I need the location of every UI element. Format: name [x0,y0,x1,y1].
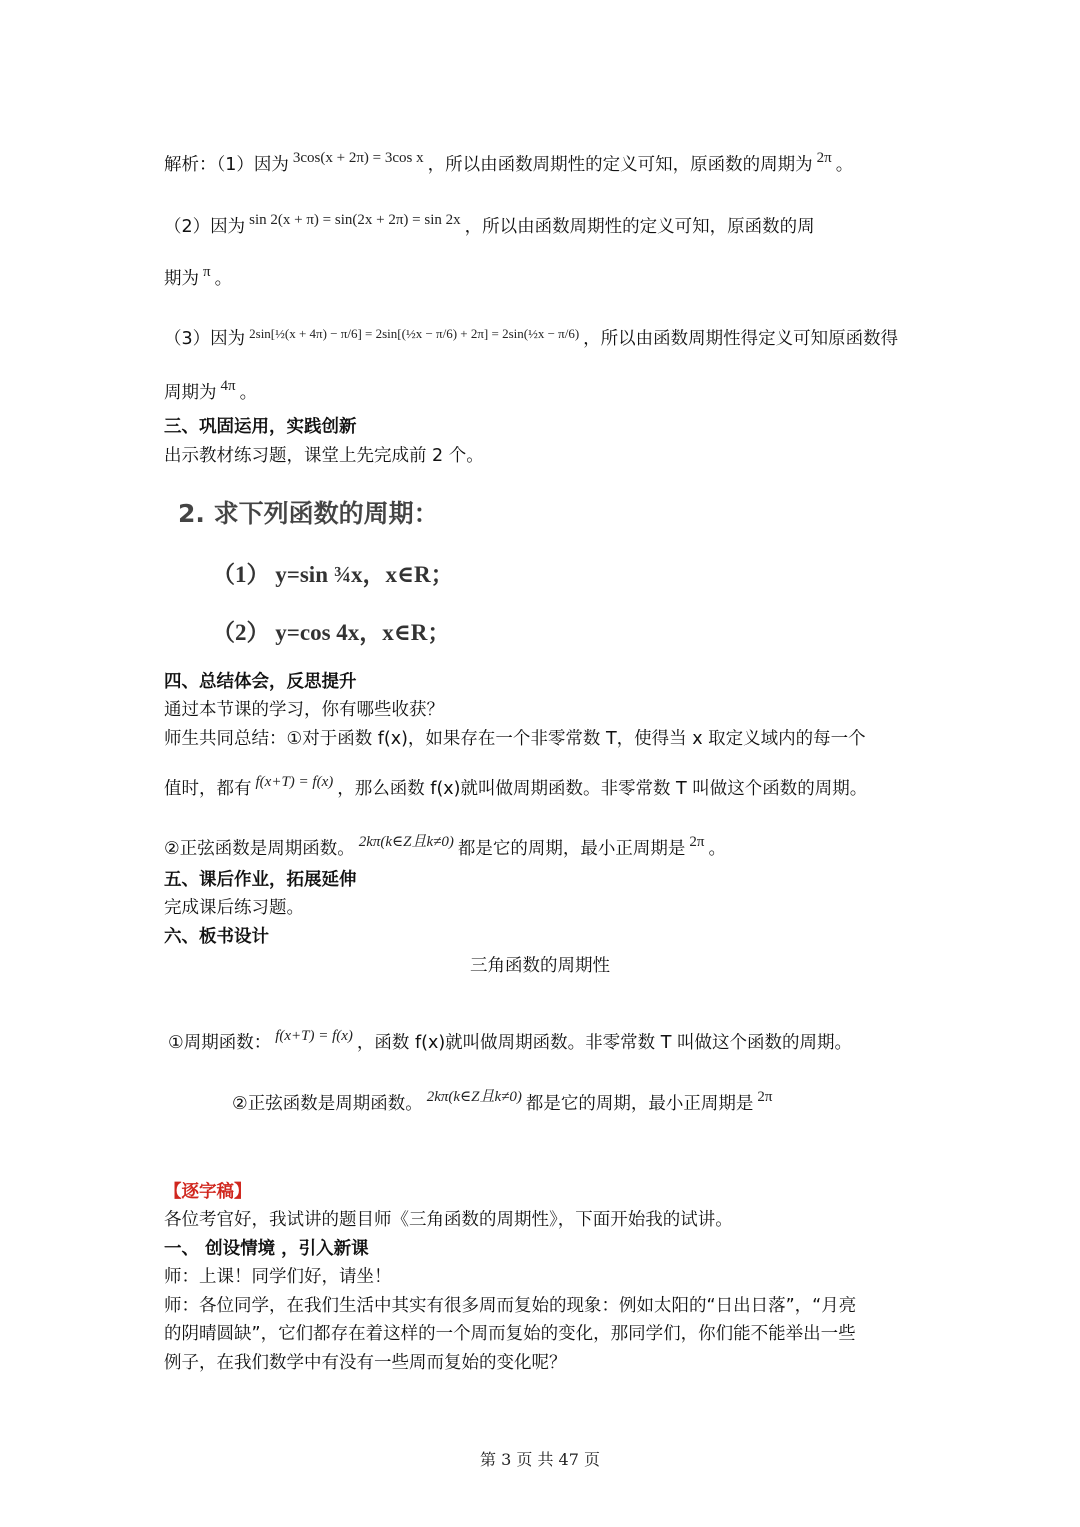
page-number: 第 3 页 共 47 页 [480,1450,600,1469]
paragraph-text: ，那么函数 f(x)就叫做周期函数。非零常数 T 叫做这个函数的周期。 [337,779,868,799]
formula-math: 2π [689,834,705,850]
transcript-label: 【逐字稿】 [164,1182,252,1202]
exercise-figure [178,486,498,656]
analysis-text: （2）因为 [164,217,246,237]
formula-math: 2kπ(k∈Z且k≠0) [358,834,454,850]
analysis-text: ，所以由函数周期性得定义可知原函数得 [583,329,899,349]
exercise-item: （1） y=sin ¾x，x∈R； [212,562,454,587]
paragraph: 师：上课！同学们好，请坐！ [164,1267,392,1287]
section-heading: 四、总结体会，反思提升 [164,672,357,692]
board-line-1 [168,1026,852,1056]
formula-math: 3cos(x + 2π) = 3cos x [292,150,424,166]
paragraph: 例子，在我们数学中有没有一些周而复始的变化呢？ [164,1353,567,1373]
paragraph: 师生共同总结：①对于函数 f(x)，如果存在一个非零常数 T，使得当 x 取定义域内的每一个 [164,729,866,749]
formula-math: 2π [816,150,832,166]
section-heading: 五、课后作业，拓展延伸 [164,870,357,890]
analysis-text: 。 [239,383,258,403]
analysis-text: ，所以由函数周期性的定义可知，原函数的周期为 [427,155,813,175]
paragraph-text: ，函数 f(x)就叫做周期函数。非零常数 T 叫做这个函数的周期。 [356,1033,852,1053]
paragraph: 完成课后练习题。 [164,898,304,918]
paragraph: 师：各位同学，在我们生活中其实有很多周而复始的现象：例如太阳的“日出日落”，“月亮 [164,1296,857,1316]
analysis-text: 解析：（1）因为 [164,155,289,175]
analysis-line-4 [164,325,898,352]
formula-math: sin 2(x + π) = sin(2x + 2π) = sin 2x [249,212,461,228]
analysis-text: 。 [214,269,233,289]
analysis-line-5 [164,376,257,406]
formula-math: π [203,264,211,280]
section-heading: 六、板书设计 [164,927,269,947]
formula-math: 2kπ(k∈Z且k≠0) [426,1089,522,1105]
board-title: 三角函数的周期性 [470,956,610,976]
paragraph-text: ①周期函数： [168,1033,272,1053]
analysis-text: 。 [835,155,854,175]
paragraph: 出示教材练习题，课堂上先完成前 2 个。 [164,446,484,466]
analysis-line-2 [164,210,815,240]
formula-math: 4π [220,378,236,394]
section-heading: 三、巩固运用，实践创新 [164,417,357,437]
exercise-title: 2. 求下列函数的周期： [178,499,439,528]
analysis-line-3 [164,262,232,292]
paragraph: 通过本节课的学习，你有哪些收获？ [164,700,444,720]
section-heading: 一、 创设情境 ，引入新课 [164,1239,369,1259]
analysis-text: （3）因为 [164,329,246,349]
paragraph: 的阴晴圆缺”，它们都存在着这样的一个周而复始的变化，那同学们，你们能不能举出一些 [164,1324,856,1344]
paragraph-text: 值时，都有 [164,779,252,799]
paragraph-text: 都是它的周期，最小正周期是 [457,839,686,859]
paragraph-text: ②正弦函数是周期函数。 [164,839,355,859]
paragraph-text: ②正弦函数是周期函数。 [232,1094,423,1114]
formula-math: 2π [757,1089,773,1105]
formula-math: 2sin[½(x + 4π) − π/6] = 2sin[(½x − π/6) + 2π] = 2sin(½x − π/6) [249,326,580,341]
formula-math: f(x+T) = f(x) [255,774,334,790]
exercise-item: （2） y=cos 4x，x∈R； [212,620,451,645]
paragraph-text: 都是它的周期，最小正周期是 [525,1094,754,1114]
board-line-2 [232,1087,776,1117]
paragraph: 各位考官好，我试讲的题目师《三角函数的周期性》，下面开始我的试讲。 [164,1210,733,1230]
analysis-line-1 [164,148,853,178]
formula-math: f(x+T) = f(x) [275,1028,353,1044]
analysis-text: 期为 [164,269,199,289]
summary-line-3 [164,832,726,862]
analysis-text: 周期为 [164,383,217,403]
paragraph-text: 。 [708,839,726,859]
analysis-text: ，所以由函数周期性的定义可知，原函数的周 [464,217,815,237]
summary-line-2 [164,772,867,802]
